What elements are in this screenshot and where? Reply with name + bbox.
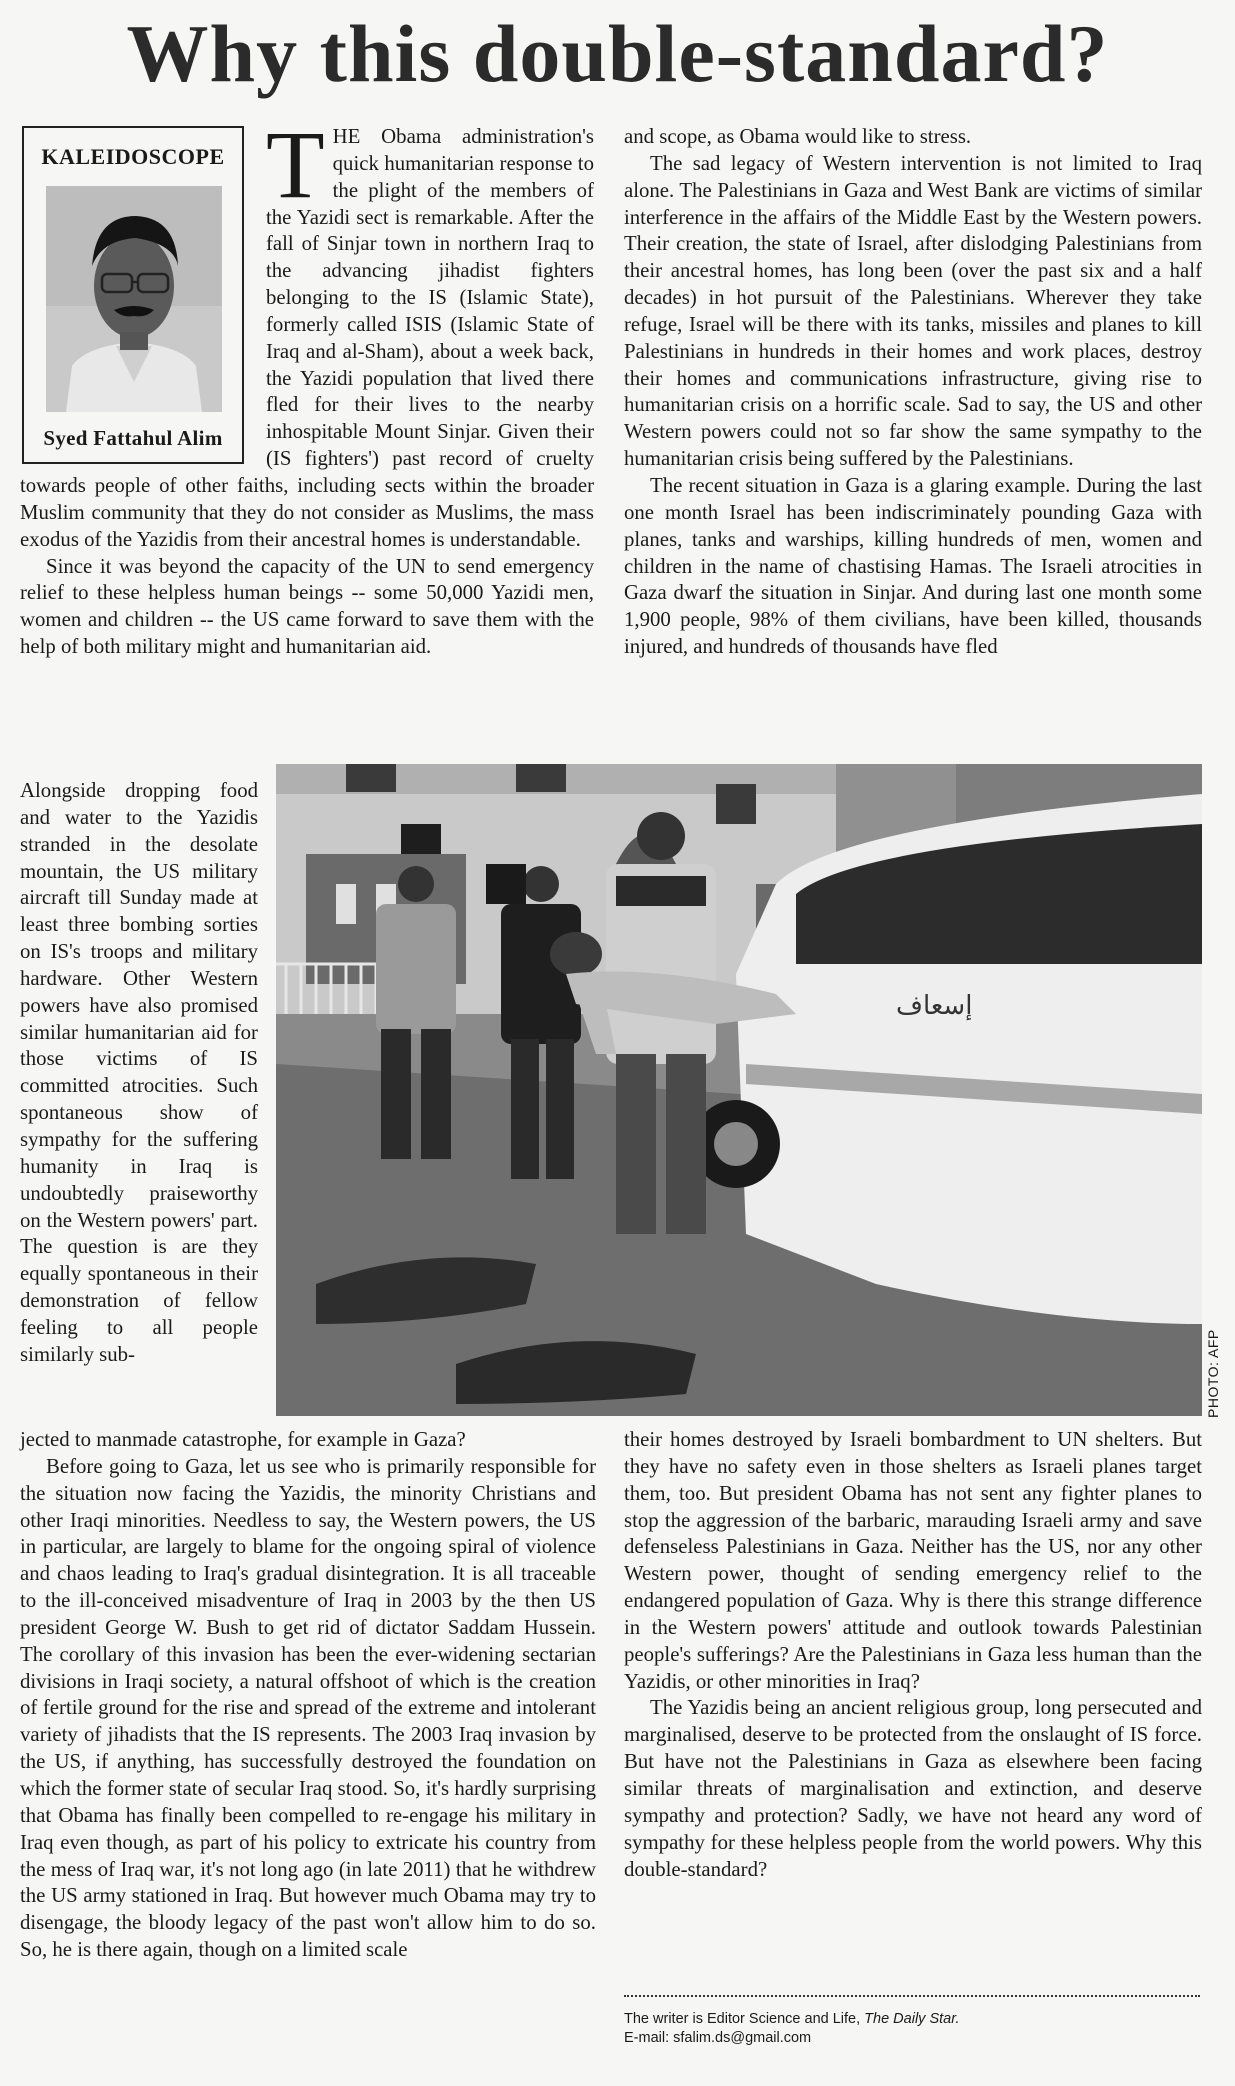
article-column-right-b [624,1427,1202,1883]
paragraph-5: The sad legacy of Western intervention is not limited to Iraq alone. The Palestinians in Gaza and West Bank are victims of similar interference in the affairs of the Middle East by the Western powers. Their creation, the state of Israel, after dislodging Palestinians from their ancestral homes, has long been (over the past six and a half decades) in hot pursuit of the Palestinians. Wherever they take refuge, Israel will be there with its tanks, missiles and planes to kill Palestinians in hundreds in their homes and work places, destroy their homes and communications infrastructure, giving rise to humanitarian crisis on a horrific scale. Sad to say, the US and other Western powers could not so far show the same sympathy to the humanitarian crisis being suffered by the Palestinians. [624,151,1202,471]
ambulance-lettering: إسعاف [896,991,973,1021]
paragraph-6-cont: their homes destroyed by Israeli bombardment to UN shelters. But they have no safety even in those shelters as Israeli planes target them, too. But president Obama has not sent any fighter planes to stop the aggression of the barbaric, marauding Israeli army and save defenseless Palestinians in Gaza. Neither has the US, nor any other Western power, thought of sending emergency relief to the endangered population of Gaza. Why is there this strange difference in the Western powers' attitude and outlook towards Palestinian people's sufferings? Are the Palestinians in Gaza less human than the Yazidis, or other minorities in Iraq? [624,1428,1202,1693]
article-column-narrow [20,778,258,1369]
author-email: E-mail: sfalim.ds@gmail.com [624,2030,812,2046]
paragraph-2: Since it was beyond the capacity of the UN to send emergency relief to these helpless human beings -- some 50,000 Yazidi men, women and children -- the US came forward to save them with the help of both military might and humanitarian aid. [20,554,594,659]
paragraph-3-cont: jected to manmade catastrophe, for example in Gaza? [20,1428,466,1451]
drop-cap: T [266,111,325,218]
lead-paragraph: HE Obama administration's quick humanitarian response to the plight of the members of the Yazidi sect is remarkable. After the fall of Sinjar town in northern Iraq to the advancing jihadist fighters belonging to the IS (Islamic State), formerly called ISIS (Islamic State of Iraq and al-Sham), about a week back, the Yazidi population that lived there fled for their lives to the nearby inhospitable Mount Sinjar. Given their (IS fighters') past record of cruelty towards people of other faiths, including sects within the broader Muslim community that they do not consider as Muslims, the mass exodus of the Yazidis from their ancestral homes is understandable. [20,125,594,551]
paragraph-4: Before going to Gaza, let us see who is primarily responsible for the situation now facing the Yazidis, the minority Christians and other Iraqi minorities. Needless to say, the Western powers, the US in particular, are largely to blame for the ongoing spiral of violence and chaos leading to Iraq's gradual disintegration. It is all traceable to the ill-conceived misadventure of Iraq in 2003 by the then US president George W. Bush to get rid of dictator Saddam Hussein. The corollary of this invasion has been the ever-widening sectarian divisions in Iraqi society, a natural offshoot of which is the creation of fertile ground for the rise and spread of the extreme and intolerant variety of jihadists that the IS represents. The 2003 Iraq invasion by the US, if anything, has successfully destroyed the foundation on which the former state of secular Iraq stood. So, it's hardly surprising that Obama has finally been compelled to re-engage his military in Iraq even though, as part of his policy to extricate his country from the mess of Iraq war, it's not long ago (in late 2011) that he withdrew the US army stationed in Iraq. But however much Obama may try to disengage, the bloody legacy of the past won't allow him to do so. So, he is there again, though on a limited scale [20,1454,596,1962]
article-column-left-b [20,1427,596,1964]
paragraph-3: Alongside dropping food and water to the Yazidis stranded in the desolate mountain, the US military aircraft till Sunday made at least three bombing sorties on IS's troops and military hardware. Other Western powers have also promised similar humanitarian aid for those victims of IS committed atrocities. Such spontaneous show of sympathy for the suffering humanity in Iraq is undoubtedly praiseworthy on the Western powers' part. The question is are they equally spontaneous in their demonstration of fellow feeling to all people similarly sub- [20,779,258,1366]
photo-credit-text: PHOTO: AFP [1205,1329,1221,1418]
author-bio [624,2010,1204,2029]
paragraph-6: The recent situation in Gaza is a glaring example. During the last one month Israel has been indiscriminately pounding Gaza with planes, tanks and warships, killing hundreds of men, women and children in the name of chastising Hamas. The Israeli atrocities in Gaza dwarf the situation in Sinjar. And during last one month some 1,900 people, 98% of them civilians, have been killed, thousands injured, and hundreds of thousands have fled [624,473,1202,659]
column-label: KALEIDOSCOPE [41,144,225,169]
paragraph-7: The Yazidis being an ancient religious group, long persecuted and marginalised, deserve to be protected from the onslaught of IS force. But have not the Palestinians in Gaza as elsewhere been facing similar threats of marginalisation and extinction, and deserve sympathy and protection? Sadly, we have not heard any word of sympathy for these helpless people from the world powers. Why this double-standard? [624,1696,1202,1881]
article-column-right-a [624,124,1202,661]
headline: Why this double-standard? [126,8,1109,99]
drop-cap-shape [266,111,325,218]
author-footer [624,2010,1204,2048]
paragraph-4-cont: and scope, as Obama would like to stress. [624,125,972,148]
footer-divider [624,1995,1200,1997]
news-photo [276,764,1202,1416]
publication-name: The Daily Star. [864,2011,960,2027]
article-column-left-a [20,111,594,661]
author-bio-text: The writer is Editor Science and Life, [624,2011,861,2027]
author-name: Syed Fattahul Alim [43,426,223,450]
photo-credit [1203,1300,1225,1420]
